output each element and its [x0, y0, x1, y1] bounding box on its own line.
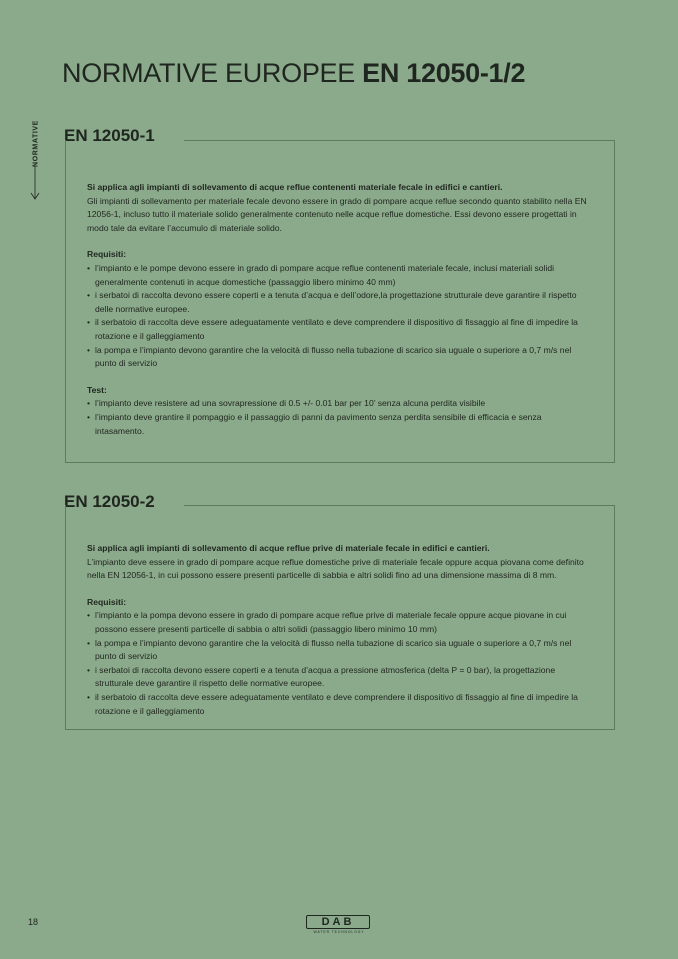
- list-item: • i serbatoi di raccolta devono essere coperti e a tenuta d’acqua e dell’odore,la progettazione strutturale deve garantire il rispetto delle normative europee.: [87, 289, 592, 316]
- page-title-bold: EN 12050-1/2: [362, 58, 526, 88]
- list-item: • la pompa e l’impianto devono garantire che la velocità di flusso nella tubazione di scarico sia uguale o superiore a 0,7 m/s nel punto di servizio: [87, 637, 592, 664]
- box-top-rule: [184, 505, 615, 506]
- intro-bold: Si applica agli impianti di sollevamento di acque reflue contenenti materiale fecale in edifici e cantieri.: [87, 182, 503, 192]
- section-content: [66, 140, 614, 438]
- list-item: • la pompa e l’impianto devono garantire che la velocità di flusso nella tubazione di scarico sia uguale o superiore a 0,7 m/s nel punto di servizio: [87, 344, 592, 371]
- list-item: • l’impianto deve resistere ad una sovrapressione di 0.5 +/- 0.01 bar per 10’ senza alcuna perdita visibile: [87, 397, 592, 411]
- requisiti-list: [87, 262, 592, 371]
- dab-logo: [306, 915, 372, 937]
- box-top-rule: [184, 140, 615, 141]
- intro-text: Gli impianti di sollevamento per materiale fecale devono essere in grado di pompare acque reflue secondo quanto stabilito nella EN 12056-1, incluso tutto il materiale solido generalmente contenuto nelle acque reflue domestiche. Essi devono essere progettati in modo tale da evitare l’accumulo di materiale solido.: [87, 195, 587, 233]
- test-heading: Test:: [87, 384, 107, 395]
- logo-mark: DAB: [306, 915, 370, 929]
- list-item: • i serbatoi di raccolta devono essere coperti e a tenuta d’acqua a pressione atmosferica (delta P = 0 bar), la progettazione strutturale deve garantire il rispetto delle normative europee.: [87, 664, 592, 691]
- side-tab-label: NORMATIVE: [32, 120, 40, 167]
- section-title-en12050-1: EN 12050-1: [64, 126, 155, 145]
- page-title: [62, 58, 525, 89]
- intro-bold: Si applica agli impianti di sollevamento di acque reflue prive di materiale fecale in edifici e cantieri.: [87, 543, 490, 553]
- list-item: • il serbatoio di raccolta deve essere adeguatamente ventilato e deve comprendere il dispositivo di fissaggio al fine di impedire la rotazione e il galleggiamento: [87, 691, 592, 718]
- requisiti-list: [87, 609, 592, 718]
- requisiti-heading: Requisiti:: [87, 249, 127, 260]
- list-item: • l’impianto e la pompa devono essere in grado di pompare acque reflue prive di materiale fecale oppure acque piovane in cui possono essere presenti particelle di sabbia o altri solidi (passaggio libero minimo 10 mm): [87, 609, 592, 636]
- arrow-down-icon: [30, 166, 40, 202]
- page-number: 18: [28, 917, 39, 927]
- list-item: • il serbatoio di raccolta deve essere adeguatamente ventilato e deve comprendere il dispositivo di fissaggio al fine di impedire la rotazione e il galleggiamento: [87, 316, 592, 343]
- requisiti-heading: Requisiti:: [87, 596, 127, 607]
- intro-text: L’impianto deve essere in grado di pompare acque reflue domestiche prive di materiale fecale oppure acqua piovana come definito nella EN 12056-1, in cui possono essere presenti particelle di sabbia e altri solidi fino ad una dimensione massima di 8 mm.: [87, 556, 584, 581]
- section-title-en12050-2: EN 12050-2: [64, 492, 155, 511]
- test-list: [87, 397, 592, 438]
- side-tab: [28, 122, 48, 202]
- logo-tagline: WATER TECHNOLOGY: [313, 930, 365, 934]
- section-box-en12050-2: [65, 505, 615, 730]
- page-title-light: NORMATIVE EUROPEE: [62, 58, 355, 88]
- list-item: • l’impianto e le pompe devono essere in grado di pompare acque reflue contenenti materiale fecale, inclusi materiali solidi generalmente contenuti in acque domestiche (passaggio libero minimo 40 mm): [87, 262, 592, 289]
- list-item: • l’impianto deve grantire il pompaggio e il passaggio di panni da pavimento senza perdita sensibile di efficacia e senza intasamento.: [87, 411, 592, 438]
- section-box-en12050-1: [65, 140, 615, 463]
- section-content: [66, 505, 614, 718]
